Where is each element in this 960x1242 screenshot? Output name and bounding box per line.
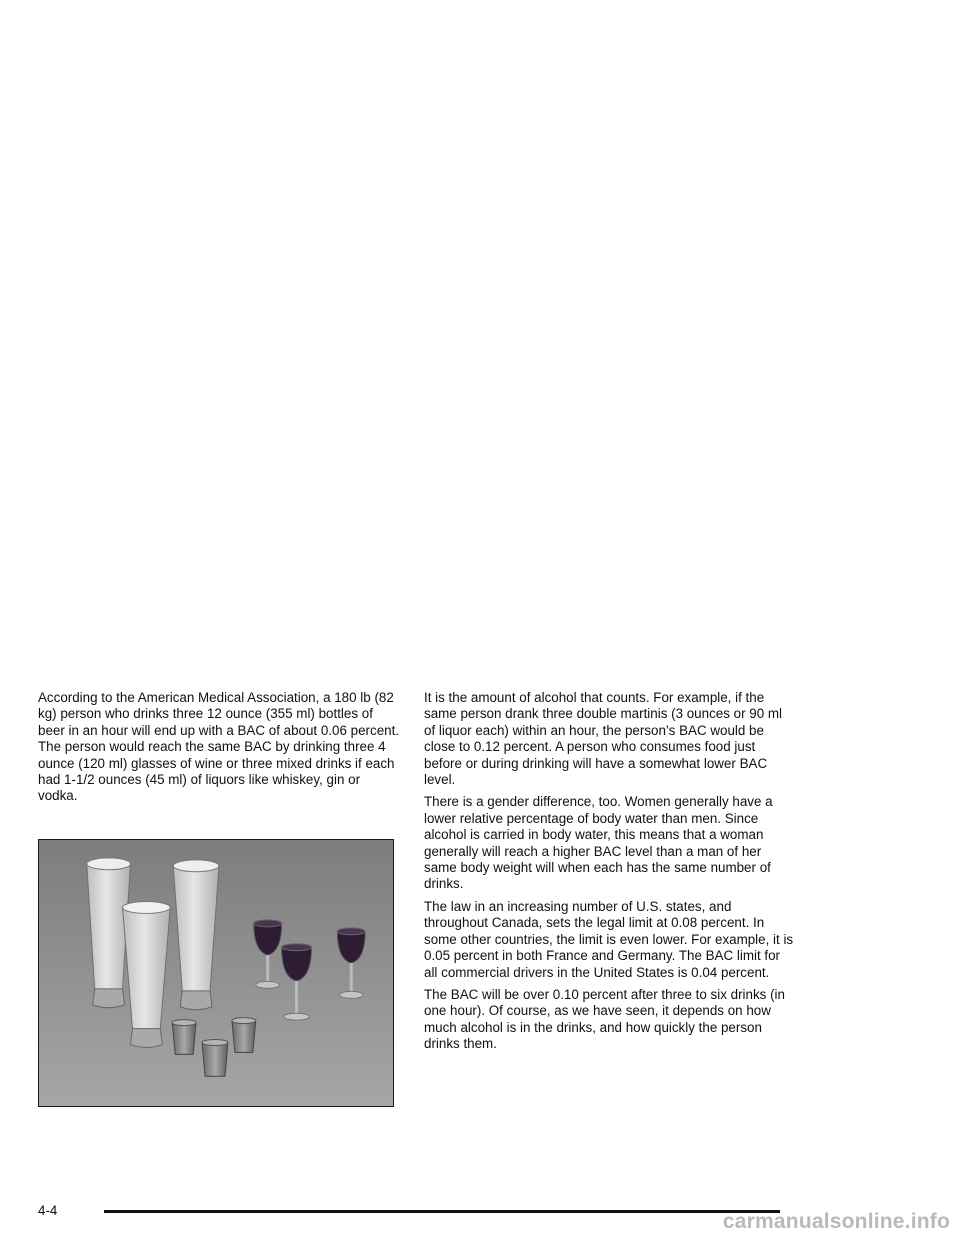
right-column xyxy=(424,690,796,1059)
paragraph-legal-limit: The law in an increasing number of U.S. states, and throughout Canada, sets the legal limit at 0.08 percent. In some other countries, the limit is even lower. For example, it is 0.05 percent in both France and Germany. The BAC limit for all commercial drivers in the United States is 0.04 percent. xyxy=(424,898,794,980)
drinks-photo xyxy=(38,839,394,1107)
footer-rule xyxy=(104,1210,780,1213)
paragraph-alcohol-amount: It is the amount of alcohol that counts. For example, if the same person drank three double martinis (3 ounces or 90 ml of liquor each) within an hour, the person’s BAC would be close to 0.12 percent. A person who consumes food just before or during drinking will have a somewhat lower BAC level. xyxy=(424,690,783,788)
shot-glass xyxy=(232,1018,256,1053)
paragraph-ama-bac: According to the American Medical Association, a 180 lb (82 kg) person who drinks three 12 ounce (355 ml) bottles of beer in an hour will end up with a BAC of about 0.06 percent. The person would reach the same BAC by drinking three 4 ounce (120 ml) glasses of wine or three mixed drinks if each had 1-1/2 ounces (45 ml) of liquors like whiskey, gin or vodka. xyxy=(38,690,400,804)
page-number: 4-4 xyxy=(38,1203,58,1218)
drinks-illustration xyxy=(39,840,393,1106)
paragraph-gender-difference: There is a gender difference, too. Women generally have a lower relative percentage of body water than men. Since alcohol is carried in body water, this means that a woman generally will reach a higher BAC level than a man of her same body weight will when each has the same number of drinks. xyxy=(424,794,773,892)
paragraph-bac-over: The BAC will be over 0.10 percent after three to six drinks (in one hour). Of course, as we have seen, it depends on how much alcohol is in the drinks, and how quickly the person drinks them. xyxy=(424,986,785,1052)
left-column xyxy=(38,690,400,811)
shot-glass xyxy=(202,1040,228,1077)
watermark: carmanualsonline.info xyxy=(722,1210,950,1233)
shot-glass xyxy=(172,1020,196,1055)
